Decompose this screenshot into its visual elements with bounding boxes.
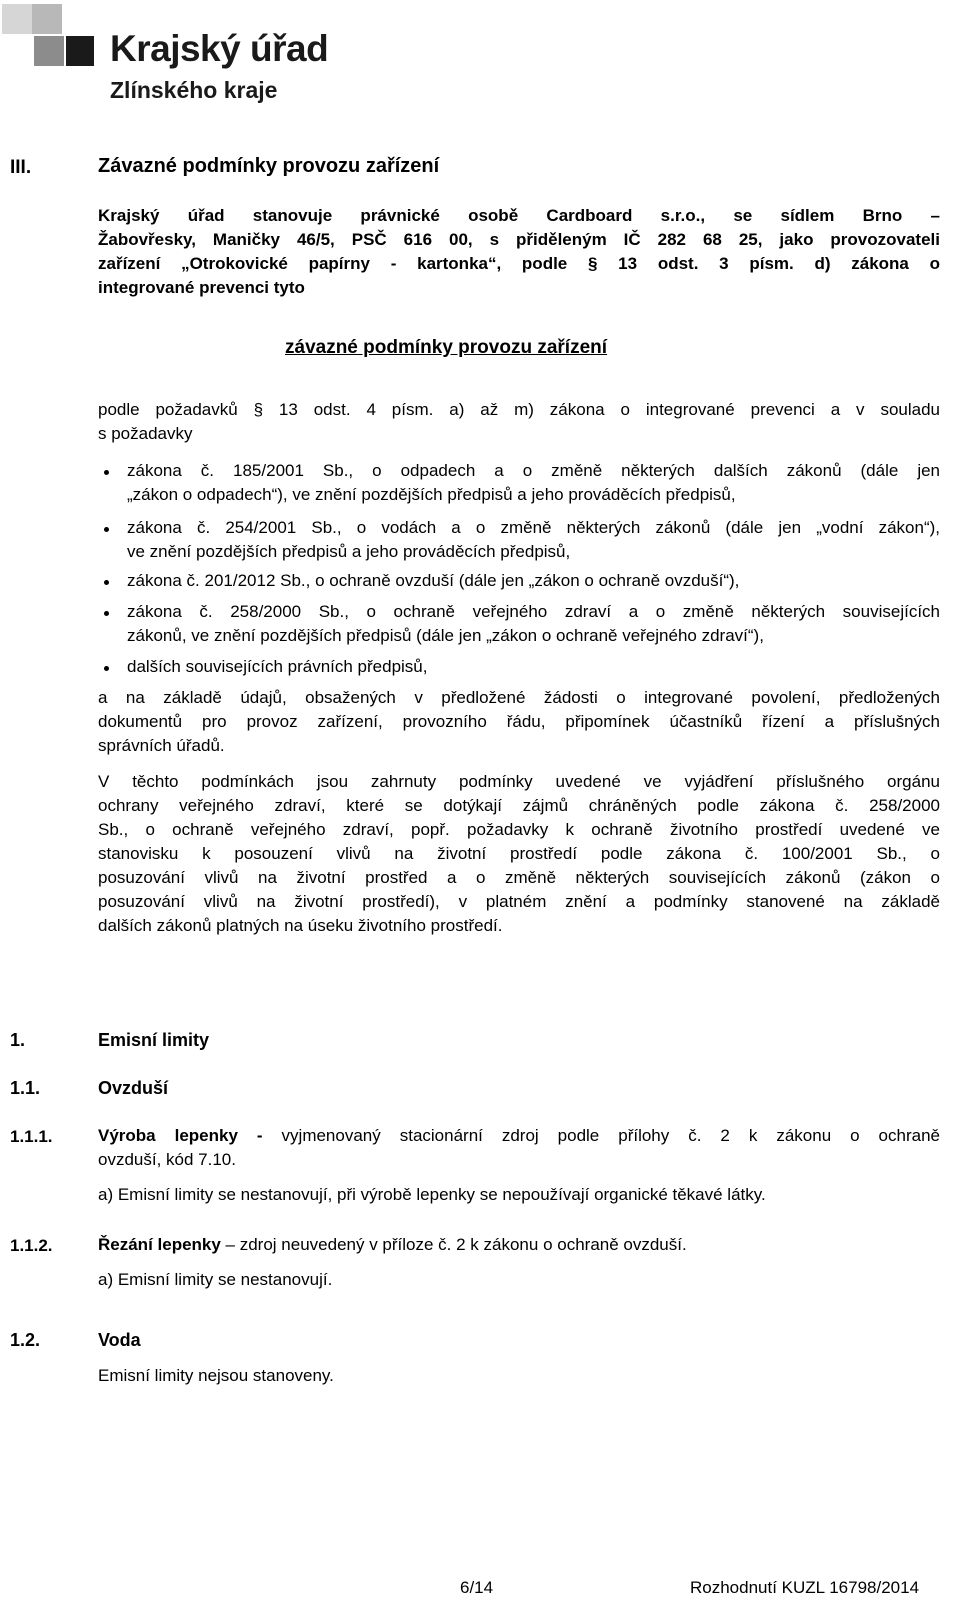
section-1-2-number: 1.2. [10, 1330, 41, 1350]
list-item [127, 655, 940, 679]
health-line-4: stanovisku k posouzení vlivů na životní prostředí podle zákona č. 100/2001 Sb., o [98, 844, 940, 863]
section-title: Závazné podmínky provozu zařízení [98, 155, 440, 177]
conditions-heading: závazné podmínky provozu zařízení [285, 337, 608, 358]
intro-line-4: integrované prevenci tyto [98, 278, 305, 297]
list-item-line-1: zákona č. 201/2012 Sb., o ochraně ovzduší (dále jen „zákon o ochraně ovzduší“), [127, 571, 740, 590]
basis-line-1: a na základě údajů, obsažených v předložené žádosti o integrované povolení, předložených [98, 688, 940, 707]
list-item [127, 600, 940, 648]
section-1-2-title: Voda [98, 1330, 141, 1350]
list-item-line-1: zákona č. 254/2001 Sb., o vodách a o změně některých zákonů (dále jen „vodní zákon“), [127, 518, 940, 537]
section-1-title: Emisní limity [98, 1030, 210, 1050]
list-item-line-2: zákonů, ve znění pozdějších předpisů (dále jen „zákon o ochraně veřejného zdraví“), [127, 626, 764, 645]
list-item-line-2: „zákon o odpadech“), ve znění pozdějších předpisů a jeho prováděcích předpisů, [127, 485, 736, 504]
health-line-5: posuzování vlivů na životní prostřed a o změně některých souvisejících zákonů (zákon o [98, 868, 940, 887]
health-line-3: Sb., o ochraně veřejného zdraví, popř. požadavky k ochraně životního prostředí uvedené ve [98, 820, 940, 839]
logo-subtitle: Zlínského kraje [110, 77, 278, 103]
logo-title: Krajský úřad [110, 28, 329, 69]
list-item [127, 459, 940, 507]
bullet-dot [104, 527, 109, 532]
logo-square-black [66, 36, 94, 66]
basis-line-3: správních úřadů. [98, 736, 225, 755]
section-1-1-1-item-a: a) Emisní limity se nestanovují, při výrobě lepenky se nepoužívají organické těkavé látky. [98, 1185, 766, 1204]
document-reference: Rozhodnutí KUZL 16798/2014 [690, 1578, 920, 1597]
logo-square-gray [34, 36, 64, 66]
list-item-line-1: zákona č. 258/2000 Sb., o ochraně veřejného zdraví a o změně některých souvisejících [127, 602, 940, 621]
bullet-dot [104, 470, 109, 475]
list-item-line-1: zákona č. 185/2001 Sb., o odpadech a o změně některých dalších zákonů (dále jen [127, 461, 940, 480]
intro-line-1: Krajský úřad stanovuje právnické osobě Cardboard s.r.o., se sídlem Brno – [98, 206, 940, 225]
section-1-1-1-line-2: ovzduší, kód 7.10. [98, 1150, 236, 1169]
section-1-1-number: 1.1. [10, 1078, 41, 1098]
list-item-line-1: dalších souvisejících právních předpisů, [127, 657, 428, 676]
health-line-2: ochrany veřejného zdraví, které se dotýkají zájmů chráněných podle zákona č. 258/2000 [98, 796, 940, 815]
requirements-line-2: s požadavky [98, 424, 193, 443]
bullet-dot [104, 611, 109, 616]
list-item [127, 569, 940, 593]
bullet-dot [104, 580, 109, 585]
page-number: 6/14 [460, 1578, 494, 1597]
section-1-number: 1. [10, 1030, 26, 1050]
intro-paragraph [98, 204, 940, 300]
list-item-line-2: ve znění pozdějších předpisů a jeho prováděcích předpisů, [127, 542, 571, 561]
health-line-7: dalších zákonů platných na úseku životního prostředí. [98, 916, 503, 935]
logo [0, 0, 329, 110]
basis-paragraph [98, 686, 940, 758]
requirements-intro [98, 398, 940, 446]
section-1-1-1-number: 1.1.1. [10, 1127, 53, 1146]
section-1-1-2-text [98, 1235, 687, 1255]
section-1-1-2-bold: Řezání lepenky [98, 1235, 221, 1254]
logo-square-gray-lighter [2, 4, 32, 34]
requirements-line-1: podle požadavků § 13 odst. 4 písm. a) až m) zákona o integrované prevenci a v souladu [98, 400, 940, 419]
section-1-1-2-rest: – zdroj neuvedený v příloze č. 2 k zákonu o ochraně ovzduší. [220, 1235, 687, 1254]
list-item [127, 516, 940, 564]
health-line-6: posuzování vlivů na životní prostředí), v platném znění a podmínky stanovené na základě [98, 892, 940, 911]
section-1-1-1-line-1 [98, 1124, 940, 1148]
intro-line-3: zařízení „Otrokovické papírny - kartonka“, podle § 13 odst. 3 písm. d) zákona o [98, 254, 940, 273]
section-number: III. [10, 157, 32, 178]
section-1-1-2-item-a: a) Emisní limity se nestanovují. [98, 1270, 333, 1289]
basis-line-2: dokumentů pro provoz zařízení, provozního řádu, připomínek účastníků řízení a příslušných [98, 712, 940, 731]
health-paragraph [98, 770, 940, 938]
section-1-1-2-number: 1.1.2. [10, 1236, 53, 1255]
health-line-1: V těchto podmínkách jsou zahrnuty podmínky uvedené ve vyjádření příslušného orgánu [98, 772, 940, 791]
section-1-2-text: Emisní limity nejsou stanoveny. [98, 1366, 334, 1385]
section-1-1-1-text-1: vyjmenovaný stacionární zdroj podle přílohy č. 2 k zákonu o ochraně [262, 1126, 940, 1145]
intro-line-2: Žabovřesky, Maničky 46/5, PSČ 616 00, s přiděleným IČ 282 68 25, jako provozovateli [98, 230, 940, 249]
bullet-dot [104, 666, 109, 671]
section-1-1-1-bold: Výroba lepenky - [98, 1126, 263, 1145]
section-1-1-title: Ovzduší [98, 1078, 169, 1098]
section-1-1-1-text [98, 1124, 940, 1172]
